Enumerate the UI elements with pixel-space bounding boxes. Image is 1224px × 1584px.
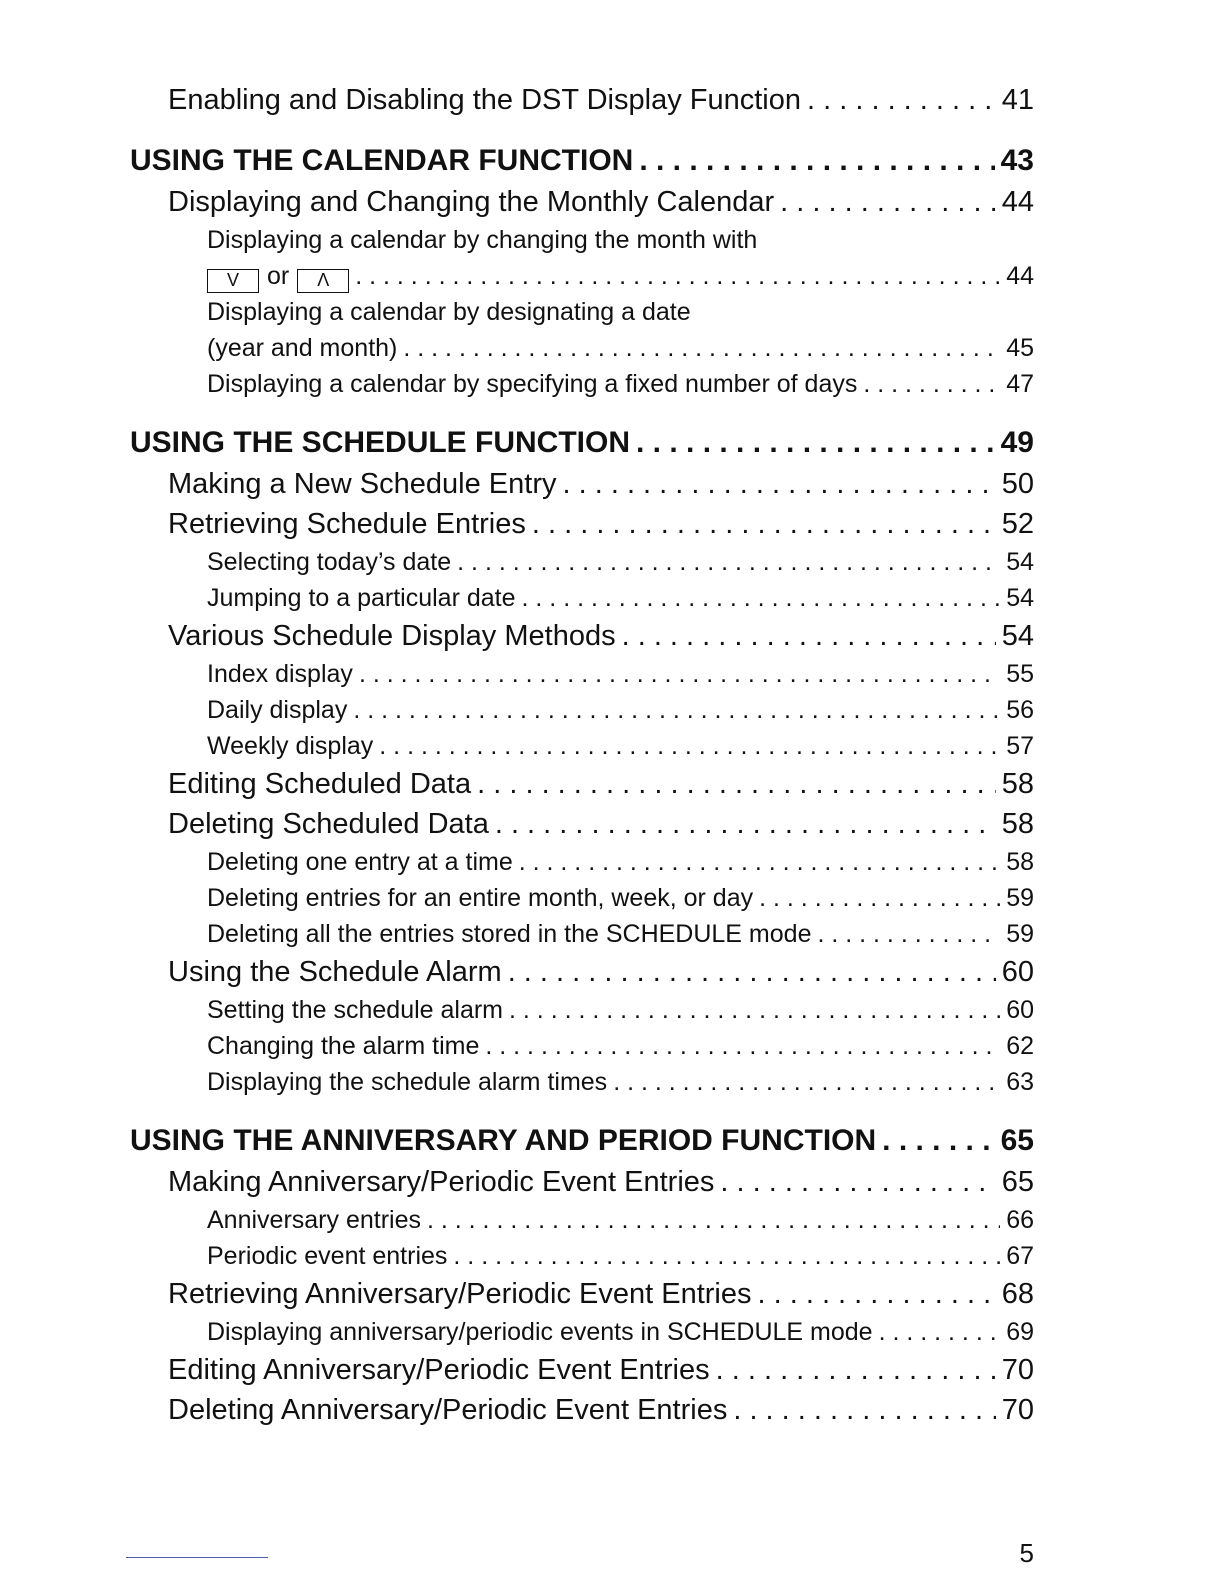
leader-dots (733, 1390, 995, 1430)
toc-subentry[interactable]: Displaying a calendar by specifying a fixed number of days . . . 47 (130, 366, 1034, 402)
leader-dots (453, 1238, 1000, 1274)
toc-entry[interactable]: Displaying and Changing the Monthly Calendar . . . 44 (130, 182, 1034, 222)
toc-subentry[interactable]: Weekly display . . . 57 (130, 728, 1034, 764)
toc-entry[interactable] (130, 80, 1034, 120)
toc-subentry[interactable]: V or Λ . . . 44 (130, 258, 1034, 294)
toc-subentry[interactable]: Daily display . . . 56 (130, 692, 1034, 728)
leader-dots (485, 1028, 1000, 1064)
toc-subentry[interactable]: Deleting all the entries stored in the SCHEDULE mode . . . 59 (130, 916, 1034, 952)
toc-entry[interactable]: Deleting Anniversary/Periodic Event Entries . . . 70 (130, 1390, 1034, 1430)
toc-subentry[interactable]: Anniversary entries . . . 66 (130, 1202, 1034, 1238)
toc-subentry-line[interactable]: Displaying a calendar by designating a date (207, 298, 691, 326)
up-key-icon: Λ (297, 269, 349, 293)
toc-entry[interactable]: Retrieving Anniversary/Periodic Event Entries . . . 68 (130, 1274, 1034, 1314)
leader-dots (863, 366, 1000, 402)
toc-subentry[interactable]: Displaying anniversary/periodic events in SCHEDULE mode . . . 69 (130, 1314, 1034, 1350)
table-of-contents (130, 80, 1034, 1430)
leader-dots (780, 182, 996, 222)
leader-dots (379, 728, 1000, 764)
leader-dots (495, 804, 996, 844)
leader-dots (427, 1202, 1000, 1238)
leader-dots (508, 952, 996, 992)
leader-dots (636, 422, 995, 464)
leader-dots (879, 1314, 1001, 1350)
toc-subentry[interactable]: Changing the alarm time . . . 62 (130, 1028, 1034, 1064)
toc-entry-label: Enabling and Disabling the DST Display Function (168, 84, 801, 116)
toc-subentry[interactable]: Periodic event entries . . . 67 (130, 1238, 1034, 1274)
toc-entry[interactable]: Editing Anniversary/Periodic Event Entries . . . 70 (130, 1350, 1034, 1390)
leader-dots (353, 692, 1000, 728)
toc-entry[interactable]: Editing Scheduled Data . . . 58 (130, 764, 1034, 804)
leader-dots (759, 880, 1000, 916)
footer-rule (126, 1557, 268, 1558)
leader-dots (716, 1350, 996, 1390)
toc-entry[interactable]: Using the Schedule Alarm . . . 60 (130, 952, 1034, 992)
leader-dots (639, 140, 994, 182)
toc-subentry[interactable]: Selecting today’s date . . . 54 (130, 544, 1034, 580)
leader-dots (403, 330, 1000, 366)
toc-entry[interactable]: Making a New Schedule Entry . . . 50 (130, 464, 1034, 504)
leader-dots (359, 656, 1000, 692)
leader-dots (477, 764, 996, 804)
leader-dots (807, 80, 996, 120)
toc-subentry[interactable]: Index display . . . 55 (130, 656, 1034, 692)
leader-dots (355, 258, 1000, 294)
toc-subentry[interactable]: Displaying the schedule alarm times . . . 63 (130, 1064, 1034, 1100)
toc-entry[interactable]: Various Schedule Display Methods . . . 54 (130, 616, 1034, 656)
toc-subentry-line[interactable]: Displaying a calendar by changing the month with (207, 226, 758, 254)
leader-dots (562, 464, 995, 504)
toc-entry[interactable]: Deleting Scheduled Data . . . 58 (130, 804, 1034, 844)
leader-dots (882, 1120, 994, 1162)
leader-dots (519, 844, 1000, 880)
leader-dots (613, 1064, 1000, 1100)
leader-dots (532, 504, 996, 544)
section-heading-anniversary[interactable]: USING THE ANNIVERSARY AND PERIOD FUNCTION . . . 65 (130, 1120, 1034, 1162)
toc-subentry[interactable]: Jumping to a particular date . . . 54 (130, 580, 1034, 616)
toc-subentry[interactable]: Deleting entries for an entire month, week, or day . . . 59 (130, 880, 1034, 916)
page-number: 5 (1019, 1538, 1034, 1568)
toc-subentry[interactable]: Setting the schedule alarm . . . 60 (130, 992, 1034, 1028)
toc-subentry[interactable]: Deleting one entry at a time . . . 58 (130, 844, 1034, 880)
leader-dots (457, 544, 1000, 580)
leader-dots (509, 992, 1000, 1028)
down-key-icon: V (207, 269, 259, 293)
leader-dots (622, 616, 996, 656)
section-heading-calendar[interactable]: USING THE CALENDAR FUNCTION . . . 43 (130, 140, 1034, 182)
toc-entry[interactable]: Retrieving Schedule Entries . . . 52 (130, 504, 1034, 544)
leader-dots (522, 580, 1001, 616)
toc-entry-page: 41 (1001, 84, 1034, 116)
toc-entry[interactable]: Making Anniversary/Periodic Event Entries . . . 65 (130, 1162, 1034, 1202)
section-heading-schedule[interactable]: USING THE SCHEDULE FUNCTION . . . 49 (130, 422, 1034, 464)
leader-dots (757, 1274, 995, 1314)
leader-dots (817, 916, 1000, 952)
leader-dots (720, 1162, 995, 1202)
toc-subentry[interactable]: (year and month) . . . 45 (130, 330, 1034, 366)
